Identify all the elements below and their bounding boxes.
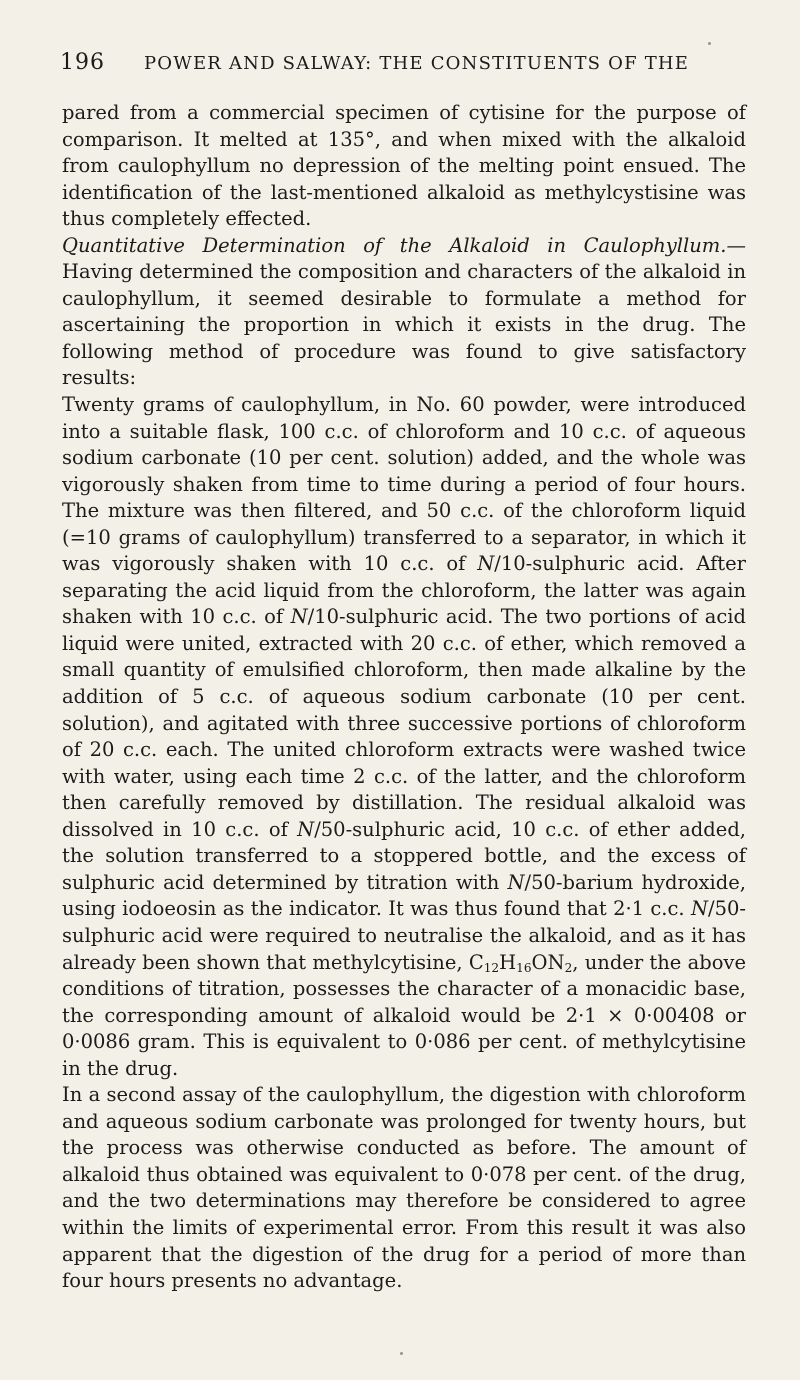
section-lead-heading: Quantitative Determination of the Alkaloid in Caulophyllum.—: [62, 233, 746, 257]
paragraph-4-text: In a second assay of the caulophyllum, the digestion with chloroform and aqueous sodium carbonate was prolonged for twenty hours, but the process was otherwise conducted as before. The amount of alkaloid thus obtained was equivalent to 0·078 per cent. of the drug, and the two determinations may therefore be considered to agree within the limits of experimental error. From this result it was also apparent that the digestion of the drug for a period of more than four hours presents no advantage.: [62, 1083, 746, 1293]
paragraph-2: [62, 233, 746, 392]
paper-speck: [400, 1352, 403, 1355]
body-text: [62, 100, 746, 1295]
paragraph-4: [62, 1082, 746, 1294]
paper-speck: [708, 42, 711, 45]
paragraph-3: [62, 392, 746, 1082]
paragraph-1: [62, 100, 746, 233]
paragraph-3-text: Twenty grams of caulophyllum, in No. 60 powder, were introduced into a suitable flask, 100 c.c. of chloroform and 10 c.c. of aqueous sodium carbonate (10 per cent. solution) added, and the whole was vigorously shaken from time to time during a period of four hours. The mixture was then filtered, and 50 c.c. of the chloroform liquid (=10 grams of caulophyllum) transferred to a separator, in which it was vigorously shaken with 10 c.c. of N/10-sulphuric acid. After separating the acid liquid from the chloroform, the latter was again shaken with 10 c.c. of N/10-sulphuric acid. The two portions of acid liquid were united, extracted with 20 c.c. of ether, which removed a small quantity of emulsified chloroform, then made alkaline by the addition of 5 c.c. of aqueous sodium carbonate (10 per cent. solution), and agitated with three successive portions of chloroform of 20 c.c. each. The united chloroform extracts were washed twice with water, using each time 2 c.c. of the latter, and the chloroform then carefully removed by distillation. The residual alkaloid was dissolved in 10 c.c. of N/50-sulphuric acid, 10 c.c. of ether added, the solution transferred to a stoppered bottle, and the excess of sulphuric acid determined by titration with N/50-barium hydroxide, using iodoeosin as the indicator. It was thus found that 2·1 c.c. N/50-sulphuric acid were required to neutralise the alkaloid, and as it has already been shown that methylcytisine, $C_{12}H_{16}ON_2$, under the above conditions of titration, possesses the character of a monacidic base, the corresponding amount of alkaloid would be 2·1 × 0·00408 or 0·0086 gram. This is equivalent to 0·086 per cent. of methylcytisine in the drug.: [62, 393, 746, 1080]
running-head: [60, 50, 740, 80]
running-title: POWER AND SALWAY: THE CONSTITUENTS OF THE: [144, 53, 690, 74]
paragraph-1-text: pared from a commercial specimen of cytisine for the purpose of comparison. It melted at 135°, and when mixed with the alkaloid from caulophyllum no depression of the melting point ensued. The identification of the last-mentioned alkaloid as methylcystisine was thus completely effected.: [62, 101, 746, 231]
paragraph-2-text: Having determined the composition and characters of the alkaloid in caulophyllum, it seemed desirable to formulate a method for ascertaining the proportion in which it exists in the drug. The following method of procedure was found to give satisfactory results:: [62, 260, 746, 390]
page-number: 196: [60, 50, 105, 75]
